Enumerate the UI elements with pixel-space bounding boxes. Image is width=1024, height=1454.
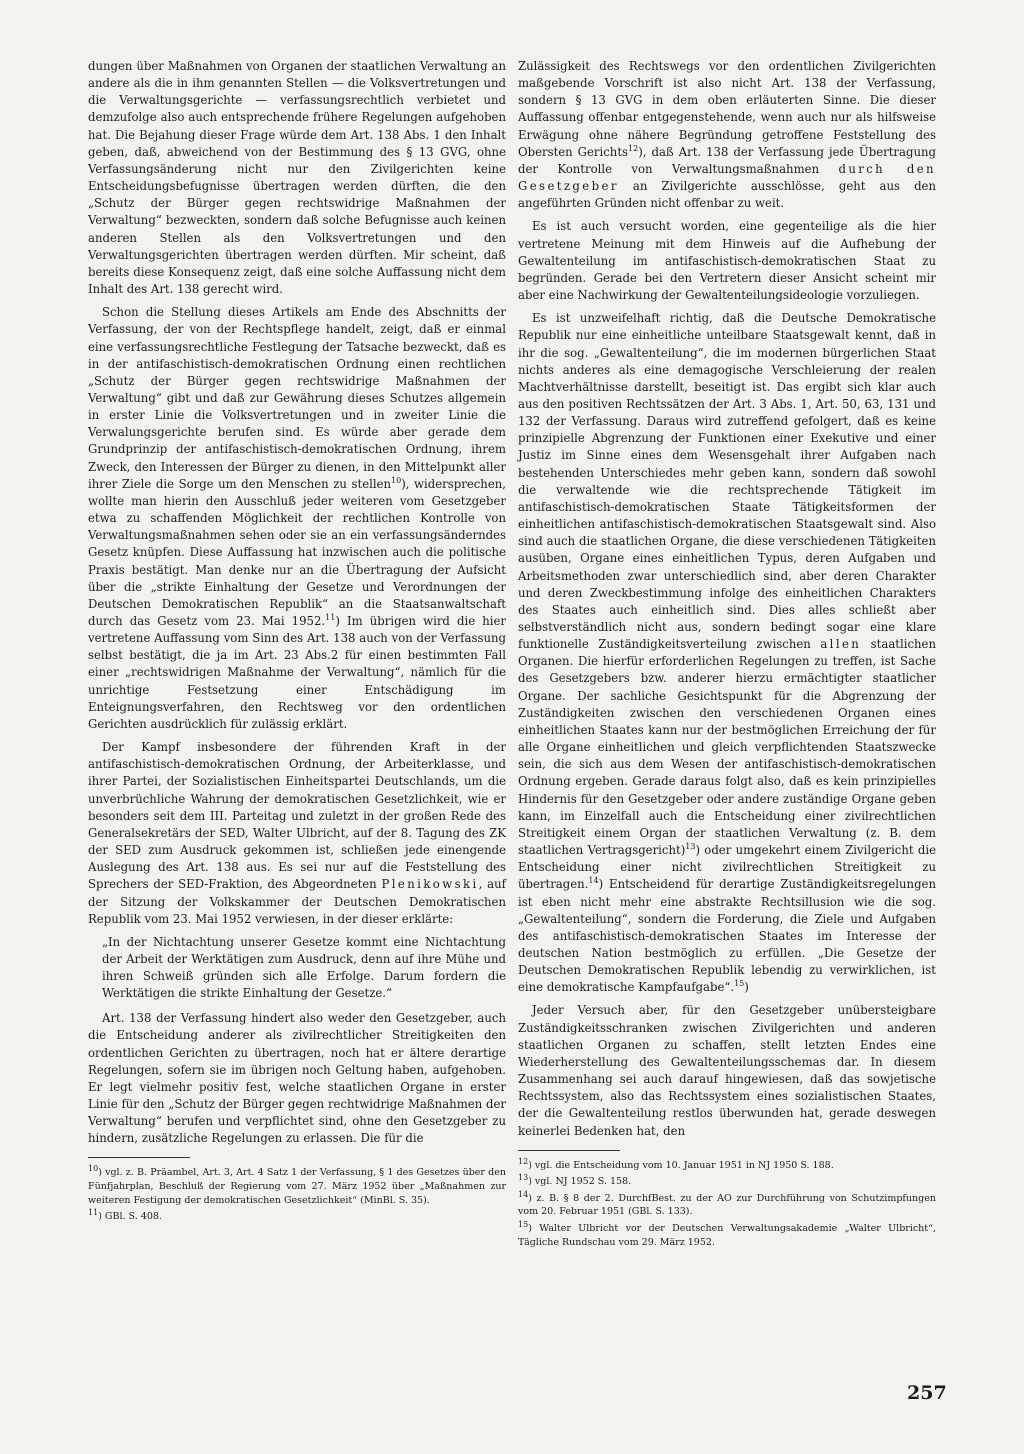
right-footnotes (518, 1156, 936, 1250)
footnote-ref-12: 12 (628, 143, 639, 153)
right-paragraph-1: Zulässigkeit des Rechtswegs vor den ordentlichen Zivilgerichten maßgebende Vorschrift ist also nicht Art. 138 der Verfassung, sondern § 13 GVG in dem oben erläuterten Sinne. Die dieser Auffassung offenbar entgegenstehende, wenn auch nur als hilfsweise Erwägung ohne nähere Begründung getroffene Feststellung des Obersten Gerichts$^{12}$), daß Art. 138 der Verfassung jede Übertragung der Kontrolle von Verwaltungsmaßnahmen durch den Gesetzgeber an Zivilgerichte ausschlösse, geht aus den angeführten Gründen nicht offenbar zu weit. (518, 59, 936, 211)
left-column (88, 58, 506, 1227)
footnote-ref-11: 11 (325, 613, 336, 623)
left-paragraph-3: Der Kampf insbesondere der führenden Kraft in der antifaschistisch-demokratischen Ordnung, der Arbeiterklasse, und ihrer Partei, der Sozialistischen Einheitspartei Deutschlands, um die unverbrüchliche Wahrung der demokratischen Gesetzlichkeit, wie er besonders seit dem III. Parteitag und zuletzt in der großen Rede des Generalsekretärs der SED, Walter Ulbricht, auf der 8. Tagung des ZK der SED zum Ausdruck gekommen ist, schließen jede einengende Auslegung des Art. 138 aus. Es sei nur auf die Feststellung des Sprechers der SED-Fraktion, des Abgeordneten Plenikowski, auf der Sitzung der Volkskammer der Deutschen Demokratischen Republik vom 23. Mai 1952 verwiesen, in der dieser erklärte: (88, 740, 506, 926)
footnote-10: $^{10}$) vgl. z. B. Präambel, Art. 3, Art. 4 Satz 1 der Verfassung, § 1 des Gesetzes über den Fünfjahrplan, Beschluß der Regierung vom 27. März 1952 über „Maßnahmen zur weiteren Festigung der demokratischen Gesetzlichkeit“ (MinBl. S. 35). (88, 1164, 506, 1206)
footnote-divider-right (518, 1150, 620, 1151)
left-paragraph-1: dungen über Maßnahmen von Organen der staatlichen Verwaltung an andere als die in ihm genannten Stellen — die Volksvertretungen und die Verwaltungsgerichte — verfassungsrechtlich verbietet und demzufolge also auch entsprechende frühere Regelungen aufgehoben hat. Die Bejahung dieser Frage würde dem Art. 138 Abs. 1 den Inhalt geben, daß, abweichend von der Bestimmung des § 13 GVG, ohne Verfassungsänderung nicht nur den Zivilgerichten keine Entscheidungsbefugnisse übertragen werden dürften, die den „Schutz der Bürger gegen rechtswidrige Maßnahmen der Verwaltung“ bezweckten, sondern daß solche Befugnisse auch keinen anderen Stellen als den Volksvertretungen und den Verwaltungsgerichten übertragen werden dürften. Mir scheint, daß bereits diese Konsequenz zeigt, daß eine solche Auffassung nicht dem Inhalt des Art. 138 gerecht wird. (88, 59, 506, 297)
right-body-text (518, 58, 936, 1140)
footnote-ref-15: 15 (734, 979, 745, 989)
footnote-14: $^{14}$) z. B. § 8 der 2. DurchfBest. zu der AO zur Durchführung von Schutzimpfungen vom 20. Februar 1951 (GBl. S. 133). (518, 1189, 936, 1218)
footnote-13: $^{13}$) vgl. NJ 1952 S. 158. (518, 1173, 632, 1188)
left-body-text (88, 58, 506, 1147)
right-paragraph-2: Es ist auch versucht worden, eine gegenteilige als die hier vertretene Meinung mit dem Hinweis auf die Aufhebung der Gewaltenteilung im antifaschistisch-demokratischen Staat zu begründen. Gerade bei den Vertretern dieser Ansicht scheint mir aber eine Nachwirkung der Gewaltenteilungsideologie vorzuliegen. (518, 219, 936, 303)
right-paragraph-3: Es ist unzweifelhaft richtig, daß die Deutsche Demokratische Republik nur eine einheitliche unteilbare Staatsgewalt kennt, daß in ihr die sog. „Gewaltenteilung“, die im modernen bürgerlichen Staat nichts anderes als eine demagogische Verschleierung der realen Machtverhältnisse darstellt, beseitigt ist. Das ergibt sich klar auch aus den positiven Rechtssätzen der Art. 3 Abs. 1, Art. 50, 63, 131 und 132 der Verfassung. Daraus wird zutreffend gefolgert, daß es keine prinzipielle Abgrenzung der Funktionen einer Exekutive und einer Justiz im Sinne eines dem Wesensgehalt ihrer Aufgaben nach bestehenden Unterschiedes mehr geben kann, sondern daß sowohl die verwaltende wie die rechtsprechende Tätigkeit im antifaschistisch-demokratischen Staate Tätigkeitsformen der einheitlichen antifaschistisch-demokratischen Staatsgewalt sind. Also sind auch die staatlichen Organe, die diese verschiedenen Tätigkeiten ausüben, Organe eines einheitlichen Typus, deren Aufgaben und Arbeitsmethoden zwar unterschiedlich sind, aber deren Charakter und deren Zweckbestimmung infolge des einheitlichen Charakters des Staates auch einheitlich sind. Dies alles schließt aber selbstverständlich nicht aus, sondern bedingt sogar eine klare funktionelle Zuständigkeitsverteilung zwischen allen staatlichen Organen. Die hierfür erforderlichen Regelungen zu treffen, ist Sache des Gesetzgebers bzw. anderer hierzu ermächtigter staatlicher Organe. Der sachliche Gesichtspunkt für die Abgrenzung der Zuständigkeiten zwischen den verschiedenen Organen eines einheitlichen Staates kann nur der bestmöglichen Erreichung der für alle Organe einheitlichen und gleich verpflichtenden Staatszwecke sein, die sich aus dem Wesen der antifaschistisch-demokratischen Ordnung ergeben. Gerade daraus folgt also, daß es kein prinzipielles Hindernis für den Gesetzgeber oder andere zuständige Organe geben kann, im Einzelfall auch die Entscheidung einer zivilrechtlichen Streitigkeit einem Organ der staatlichen Verwaltung (z. B. dem staatlichen Vertragsgericht)$^{13}$) oder umgekehrt einem Zivilgericht die Entscheidung einer nicht zivilrechtlichen Streitigkeit zu übertragen.$^{14}$) Entscheidend für derartige Zuständigkeitsregelungen ist eben nicht mehr eine abstrakte Rechtsillusion wie die sog. „Gewaltenteilung“, sondern die Forderung, die Ziele und Aufgaben des antifaschistisch-demokratischen Staates im Interesse der deutschen Nation bestmöglich zu erfüllen. „Die Gesetze der Deutschen Demokratischen Republik lebendig zu verwirklichen, ist eine demokratische Kampfaufgabe“.$^{15}$) (518, 311, 936, 995)
left-paragraph-4: Art. 138 der Verfassung hindert also weder den Gesetzgeber, auch die Entscheidung anderer als zivilrechtlicher Streitigkeiten den ordentlichen Gerichten zu übertragen, noch hat er ältere derartige Regelungen, sofern sie im übrigen noch Geltung haben, aufgehoben. Er legt vielmehr positiv fest, welche staatlichen Organe in erster Linie für den „Schutz der Bürger gegen rechtwidrige Maßnahmen der Verwaltung“ berufen und verpflichtet sind, ohne den Gesetzgeber zu hindern, zusätzliche Regelungen zu erlassen. Die für die (88, 1011, 506, 1146)
footnote-ref-13: 13 (685, 842, 696, 852)
spaced-name: Plenikowski (381, 877, 479, 892)
footnote-12: $^{12}$) vgl. die Entscheidung vom 10. Januar 1951 in NJ 1950 S. 188. (518, 1156, 834, 1171)
block-quote: „In der Nichtachtung unserer Gesetze kommt eine Nichtachtung der Arbeit der Werktätigen zum Ausdruck, denn auf ihre Mühe und ihren Schweiß gründen sich alle Erfolge. Darum fordern die Werktätigen die strikte Einhaltung der Gesetze.“ (102, 934, 506, 1001)
left-paragraph-2: Schon die Stellung dieses Artikels am Ende des Abschnitts der Verfassung, der von der Rechtspflege handelt, zeigt, daß er einmal eine verfassungsrechtliche Festlegung der Tatsache bezweckt, daß es in der antifaschistisch-demokratischen Ordnung einen rechtlichen „Schutz der Bürger gegen rechtswidrige Maßnahmen der Verwaltung“ gibt und daß zur Gewährung dieses Schutzes allgemein in erster Linie die Volksvertretungen und in zweiter Linie die Verwalungsgerichte berufen sind. Es würde aber gerade dem Grundprinzip der antifaschistisch-demokratischen Ordnung, ihrem Zweck, den Interessen der Bürger zu dienen, in den Mittelpunkt aller ihrer Ziele die Sorge um den Menschen zu stellen$^{10}$), widersprechen, wollte man hierin den Ausschluß jeder weiteren vom Gesetzgeber etwa zu schaffenden Möglichkeit der rechtlichen Kontrolle von Verwaltungsmaßnahmen sehen oder sie an ein verfassungsänderndes Gesetz knüpfen. Diese Auffassung hat inzwischen auch die politische Praxis bestätigt. Man denke nur an die Übertragung der Aufsicht über die „strikte Einhaltung der Gesetze und Verordnungen der Deutschen Demokratischen Republik“ an die Staatsanwaltschaft durch das Gesetz vom 23. Mai 1952.11) Im übrigen wird die hier vertretene Auffassung vom Sinn des Art. 138 auch von der Verfassung selbst bestätigt, die ja im Art. 23 Abs.2 für einen bestimmten Fall einer „rechtswidrigen Maßnahme der Verwaltung“, nämlich für die unrichtige Festsetzung einer Entschädigung im Enteignungsverfahren, den Rechtsweg vor den ordentlichen Gerichten ausdrücklich für zulässig erklärt. (88, 305, 506, 731)
left-footnotes (88, 1166, 506, 1223)
spaced-emphasis-gesetzgeber: durch den Gesetzgeber (518, 161, 936, 194)
page-number: 257 (907, 1382, 947, 1404)
footnote-ref-10: 10 (391, 475, 402, 485)
right-paragraph-4: Jeder Versuch aber, für den Gesetzgeber unübersteigbare Zuständigkeitsschranken zwischen Zivilgerichten und anderen staatlichen Organen zu schaffen, stellt letzten Endes eine Wiederherstellung des Gewaltenteilungsschemas dar. In diesem Zusammenhang sei auch darauf hingewiesen, daß das sowjetische Rechtssystem, also das Rechtssystem eines sozialistischen Staates, der die Gewaltenteilung restlos überwunden hat, gerade deswegen keinerlei Bedenken hat, den (518, 1003, 936, 1138)
footnote-11: $^{11}$) GBl. S. 408. (88, 1208, 162, 1223)
footnote-divider-left (88, 1157, 190, 1158)
footnote-ref-14: 14 (588, 876, 599, 886)
footnote-15: $^{15}$) Walter Ulbricht vor der Deutschen Verwaltungsakademie „Walter Ulbricht“, Tägliche Rundschau vom 29. März 1952. (518, 1219, 936, 1248)
spaced-emphasis-allen: allen (820, 637, 862, 652)
right-column (518, 58, 936, 1252)
